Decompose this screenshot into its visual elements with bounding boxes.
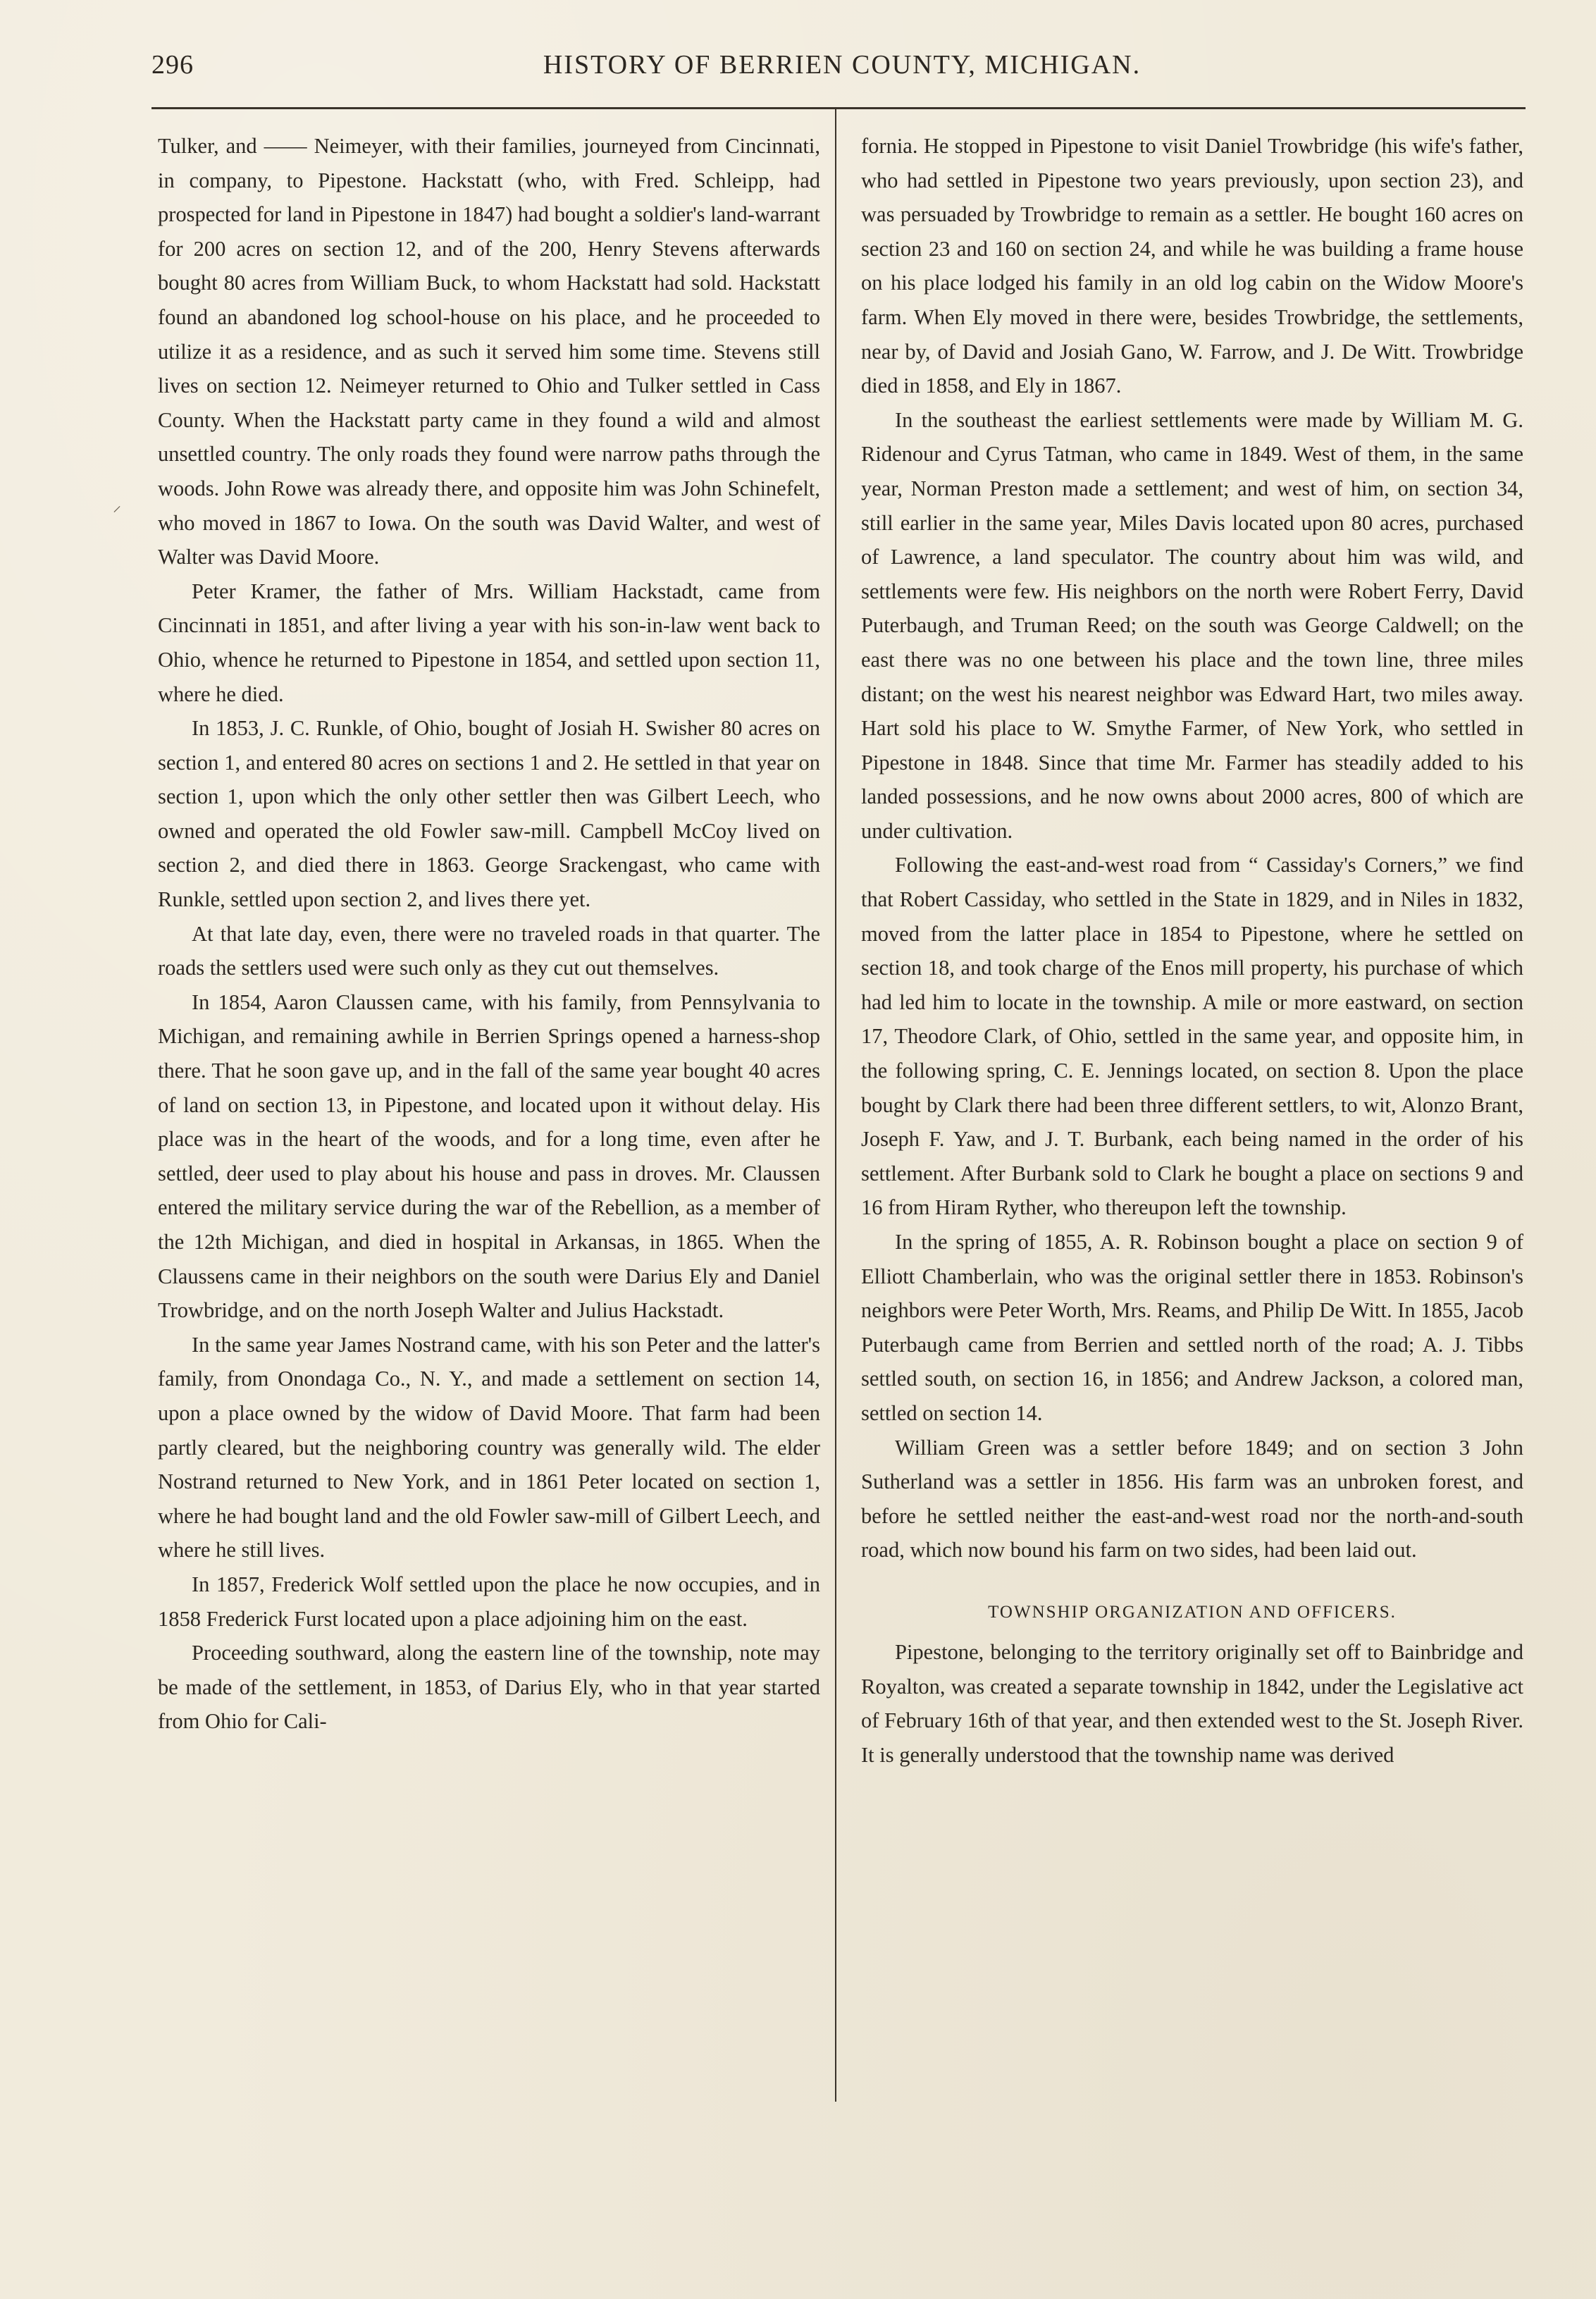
paragraph: Following the east-and-west road from “ Cassiday's Corners,” we find that Robert Cassiday, who settled in the State in 1829, and in Niles in 1832, moved from the latter place in 1854 to Pipestone, where he settled on section 18, and took charge of the Enos mill property, his purchase of which had led him to locate in the township. A mile or more eastward, on section 17, Theodore Clark, of Ohio, settled in the same year, and opposite him, in the following spring, C. E. Jennings located, on section 8. Upon the place bought by Clark there had been three different settlers, to wit, Alonzo Brant, Joseph F. Yaw, and J. T. Burbank, each being named in the order of his settlement. After Burbank sold to Clark he bought a place on sections 9 and 16 from Hiram Ryther, who thereupon left the township.: [861, 853, 1523, 1220]
paragraph: Pipestone, belonging to the territory originally set off to Bainbridge and Royalton, was created a separate township in 1842, under the Legislative act of February 16th of that year, and then extended west to the St. Joseph River. It is generally understood that the township name was derived: [861, 1639, 1523, 1767]
running-head: [151, 49, 1533, 92]
page-number: 296: [151, 50, 194, 80]
paragraph: In the spring of 1855, A. R. Robinson bought a place on section 9 of Elliott Chamberlain, who was the original settler there in 1853. Robinson's neighbors were Peter Worth, Mrs. Reams, and Philip De Witt. In 1855, Jacob Puterbaugh came from Berrien and settled north of the road; A. J. Tibbs settled south, on section 16, in 1856; and Andrew Jackson, a colored man, settled on section 14.: [861, 1230, 1523, 1425]
left-column: [158, 129, 820, 1739]
paragraph: In 1857, Frederick Wolf settled upon the place he now occupies, and in 1858 Frederick Furst located upon a place adjoining him on the east.: [158, 1572, 820, 1631]
paragraph: In 1854, Aaron Claussen came, with his family, from Pennsylvania to Michigan, and remaining awhile in Berrien Springs opened a harness-shop there. That he soon gave up, and in the fall of the same year bought 40 acres of land on section 13, in Pipestone, and located upon it without delay. His place was in the heart of the woods, and for a long time, even after he settled, deer used to play about his house and pass in droves. Mr. Claussen entered the military service during the war of the Rebellion, as a member of the 12th Michigan, and died in hospital in Arkansas, in 1865. When the Claussens came in their neighbors on the south were Darius Ely and Daniel Trowbridge, and on the north Joseph Walter and Julius Hackstadt.: [158, 990, 820, 1323]
section-heading: TOWNSHIP ORGANIZATION AND OFFICERS.: [988, 1602, 1397, 1622]
right-column: [861, 129, 1523, 1772]
paragraph: Tulker, and —— Neimeyer, with their families, journeyed from Cincinnati, in company, to Pipestone. Hackstatt (who, with Fred. Schleipp, had prospected for land in Pipestone in 1847) had bought a soldier's land-warrant for 200 acres on section 12, and of the 200, Henry Stevens afterwards bought 80 acres from William Buck, to whom Hackstatt had sold. Hackstatt found an abandoned log school-house on his place, and he proceeded to utilize it as a residence, and as such it served him some time. Stevens still lives on section 12. Neimeyer returned to Ohio and Tulker settled in Cass County. When the Hackstatt party came in they found a wild and almost unsettled country. The only roads they found were narrow paths through the woods. John Rowe was already there, and opposite him was John Schinefelt, who moved in 1867 to Iowa. On the south was David Walter, and west of Walter was David Moore.: [158, 134, 820, 569]
paragraph: In the southeast the earliest settlements were made by William M. G. Ridenour and Cyrus Tatman, who came in 1849. West of them, in the same year, Norman Preston made a settlement; and west of him, on section 34, still earlier in the same year, Miles Davis located upon 80 acres, purchased of Lawrence, a land speculator. The country about him was wild, and settlements were few. His neighbors on the north were Robert Ferry, David Puterbaugh, and Truman Reed; on the south was George Caldwell; on the east there was no one between his place and the town line, three miles distant; on the west his nearest neighbor was Edward Hart, two miles away. Hart sold his place to W. Smythe Farmer, of New York, who settled in Pipestone in 1848. Since that time Mr. Farmer has steadily added to his landed possessions, and he now owns about 2000 acres, 800 of which are under cultivation.: [861, 407, 1523, 843]
column-divider: [835, 107, 836, 2102]
margin-mark: ⸝: [113, 497, 121, 515]
paragraph: In 1853, J. C. Runkle, of Ohio, bought of Josiah H. Swisher 80 acres on section 1, and entered 80 acres on sections 1 and 2. He settled in that year on section 1, upon which the only other settler then was Gilbert Leech, who owned and operated the old Fowler saw-mill. Campbell McCoy lived on section 2, and died there in 1863. George Srackengast, who came with Runkle, settled upon section 2, and lives there yet.: [158, 716, 820, 912]
header-rule: [151, 107, 1526, 109]
book-title: HISTORY OF BERRIEN COUNTY, MICHIGAN.: [543, 50, 1142, 80]
paragraph: Peter Kramer, the father of Mrs. William Hackstadt, came from Cincinnati in 1851, and after living a year with his son-in-law went back to Ohio, whence he returned to Pipestone in 1854, and settled upon section 11, where he died.: [158, 579, 820, 706]
paragraph: William Green was a settler before 1849; and on section 3 John Sutherland was a settler in 1856. His farm was an unbroken forest, and before he settled neither the east-and-west road nor the north-and-south road, which now bound his farm on two sides, had been laid out.: [861, 1435, 1523, 1563]
paragraph: In the same year James Nostrand came, with his son Peter and the latter's family, from Onondaga Co., N. Y., and made a settlement on section 14, upon a place owned by the widow of David Moore. That farm had been partly cleared, but the neighboring country was generally wild. The elder Nostrand returned to New York, and in 1861 Peter located on section 1, where he had bought land and the old Fowler saw-mill of Gilbert Leech, and where he still lives.: [158, 1332, 820, 1563]
paragraph: Proceeding southward, along the eastern line of the township, note may be made of the settlement, in 1853, of Darius Ely, who in that year started from Ohio for Cali-: [158, 1641, 820, 1734]
paragraph: At that late day, even, there were no traveled roads in that quarter. The roads the settlers used were such only as they cut out themselves.: [158, 921, 820, 980]
paragraph: fornia. He stopped in Pipestone to visit Daniel Trowbridge (his wife's father, who had settled in Pipestone two years previously, upon section 23), and was persuaded by Trowbridge to remain as a settler. He bought 160 acres on section 23 and 160 on section 24, and while he was building a frame house on his place lodged his family in an old log cabin on the Widow Moore's farm. When Ely moved in there were, besides Trowbridge, the settlements, near by, of David and Josiah Gano, W. Farrow, and J. De Witt. Trowbridge died in 1858, and Ely in 1867.: [861, 134, 1523, 398]
